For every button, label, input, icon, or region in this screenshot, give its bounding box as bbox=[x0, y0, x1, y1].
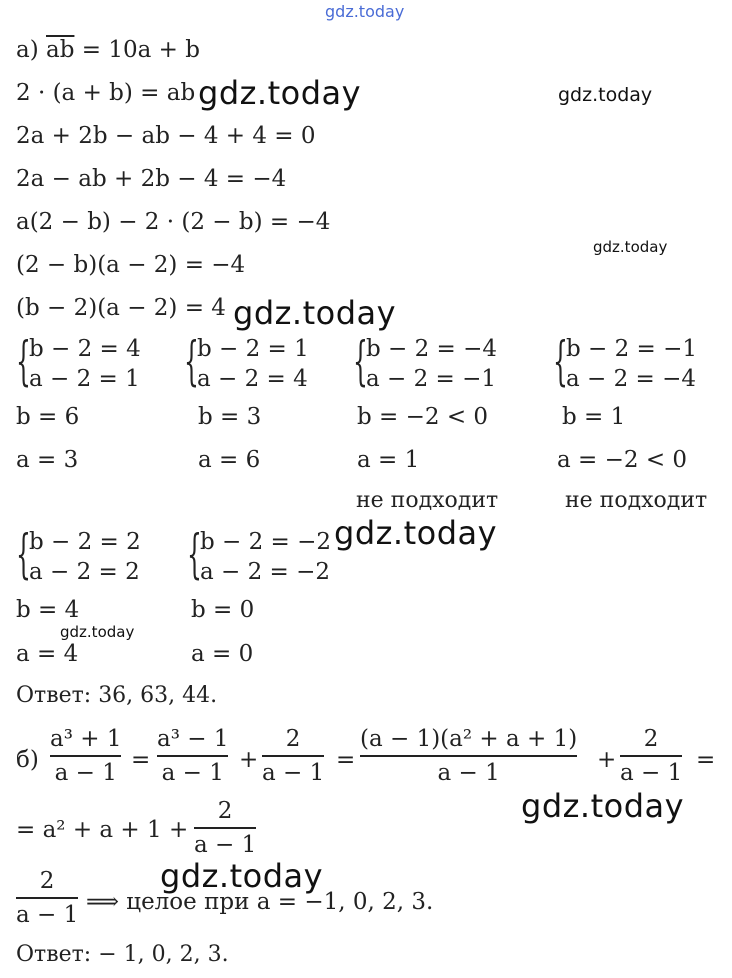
fraction-bar bbox=[262, 755, 324, 757]
numerator: a³ + 1 bbox=[50, 726, 122, 752]
system-eq: a − 2 = 2 bbox=[29, 559, 140, 585]
fraction-bar bbox=[50, 755, 121, 757]
watermark: gdz.today bbox=[334, 514, 498, 552]
rejected-note: не подходит bbox=[565, 488, 708, 513]
watermark: gdz.today bbox=[233, 294, 397, 332]
equals-sign: = bbox=[131, 747, 151, 773]
system-eq: a − 2 = −2 bbox=[200, 559, 331, 585]
watermark: gdz.today bbox=[198, 74, 362, 112]
system-eq: a − 2 = 1 bbox=[29, 366, 140, 392]
rejected-note: не подходит bbox=[356, 488, 499, 513]
numerator: (a − 1)(a² + a + 1) bbox=[360, 726, 578, 752]
equation-line: (2 − b)(a − 2) = −4 bbox=[16, 252, 246, 278]
watermark: gdz.today bbox=[160, 857, 324, 895]
solution-a: a = 1 bbox=[357, 447, 420, 473]
fraction bbox=[50, 724, 121, 788]
system-eq: b − 2 = −2 bbox=[200, 529, 332, 555]
plus-sign: + bbox=[239, 747, 259, 773]
system-eq: b − 2 = −1 bbox=[566, 336, 698, 362]
numerator: 2 bbox=[643, 726, 659, 752]
solution-b: b = 3 bbox=[198, 404, 262, 430]
system-eq: a − 2 = −1 bbox=[366, 366, 497, 392]
fraction-bar bbox=[194, 827, 256, 829]
denominator: a − 1 bbox=[161, 759, 224, 786]
denominator: a − 1 bbox=[16, 901, 79, 928]
denominator: a − 1 bbox=[54, 759, 117, 786]
solution-a: a = −2 < 0 bbox=[557, 447, 688, 473]
fraction-bar bbox=[157, 755, 228, 757]
equation-line: a(2 − b) − 2 · (2 − b) = −4 bbox=[16, 209, 331, 235]
plus-sign: + bbox=[597, 747, 617, 773]
brace-icon: { bbox=[553, 332, 568, 392]
two-digit-number: $\overline{ab}$ bbox=[46, 37, 75, 63]
solution-b: b = 0 bbox=[191, 597, 255, 623]
fraction-bar bbox=[620, 755, 682, 757]
system-eq: b − 2 = 2 bbox=[29, 529, 141, 555]
fraction bbox=[360, 724, 577, 788]
fraction bbox=[262, 724, 324, 788]
numerator: 2 bbox=[39, 868, 55, 894]
equation-line: (b − 2)(a − 2) = 4 bbox=[16, 295, 226, 321]
watermark: gdz.today bbox=[593, 238, 668, 256]
system-eq: b − 2 = 4 bbox=[29, 336, 141, 362]
fraction bbox=[620, 724, 682, 788]
numerator: 2 bbox=[285, 726, 301, 752]
brace-icon: { bbox=[16, 525, 31, 585]
equation-line: 2 · (a + b) = ab bbox=[16, 80, 196, 106]
fraction bbox=[194, 796, 256, 860]
equation-line: 2a + 2b − ab − 4 + 4 = 0 bbox=[16, 123, 316, 149]
system-eq: b − 2 = 1 bbox=[197, 336, 309, 362]
solution-b: b = −2 < 0 bbox=[357, 404, 489, 430]
part-b-label: б) bbox=[16, 747, 39, 773]
numerator: 2 bbox=[217, 798, 233, 824]
fraction-bar bbox=[16, 897, 78, 899]
brace-icon: { bbox=[187, 525, 202, 585]
part-a-line-1 bbox=[16, 35, 200, 65]
part-a-label: а) bbox=[16, 37, 39, 63]
solution-b: b = 1 bbox=[562, 404, 626, 430]
watermark: gdz.today bbox=[60, 623, 135, 641]
equals-sign: = bbox=[696, 747, 716, 773]
equation-line: 2a − ab + 2b − 4 = −4 bbox=[16, 166, 287, 192]
integer-condition: ⟹ целое при a = −1, 0, 2, 3. bbox=[86, 889, 434, 915]
denominator: a − 1 bbox=[262, 759, 325, 786]
solution-a: a = 3 bbox=[16, 447, 79, 473]
solution-a: a = 4 bbox=[16, 641, 79, 667]
denominator: a − 1 bbox=[194, 831, 257, 858]
fraction bbox=[16, 866, 78, 930]
number-expansion: = 10a + b bbox=[81, 37, 200, 63]
denominator: a − 1 bbox=[437, 759, 500, 786]
brace-icon: { bbox=[353, 332, 368, 392]
system-eq: b − 2 = −4 bbox=[366, 336, 498, 362]
fraction bbox=[157, 724, 228, 788]
brace-icon: { bbox=[184, 332, 199, 392]
solution-b: b = 6 bbox=[16, 404, 80, 430]
solution-a: a = 6 bbox=[198, 447, 261, 473]
watermark: gdz.today bbox=[558, 84, 653, 106]
solution-b: b = 4 bbox=[16, 597, 80, 623]
answer-a: Ответ: 36, 63, 44. bbox=[16, 683, 218, 708]
system-eq: a − 2 = −4 bbox=[566, 366, 697, 392]
expression-line: = a² + a + 1 + bbox=[16, 817, 189, 843]
system-eq: a − 2 = 4 bbox=[197, 366, 308, 392]
solution-a: a = 0 bbox=[191, 641, 254, 667]
answer-b: Ответ: − 1, 0, 2, 3. bbox=[16, 942, 229, 967]
brace-icon: { bbox=[16, 332, 31, 392]
watermark: gdz.today bbox=[521, 787, 685, 825]
equals-sign: = bbox=[336, 747, 356, 773]
denominator: a − 1 bbox=[620, 759, 683, 786]
numerator: a³ − 1 bbox=[157, 726, 229, 752]
fraction-bar bbox=[360, 755, 577, 757]
watermark-top: gdz.today bbox=[325, 2, 405, 21]
